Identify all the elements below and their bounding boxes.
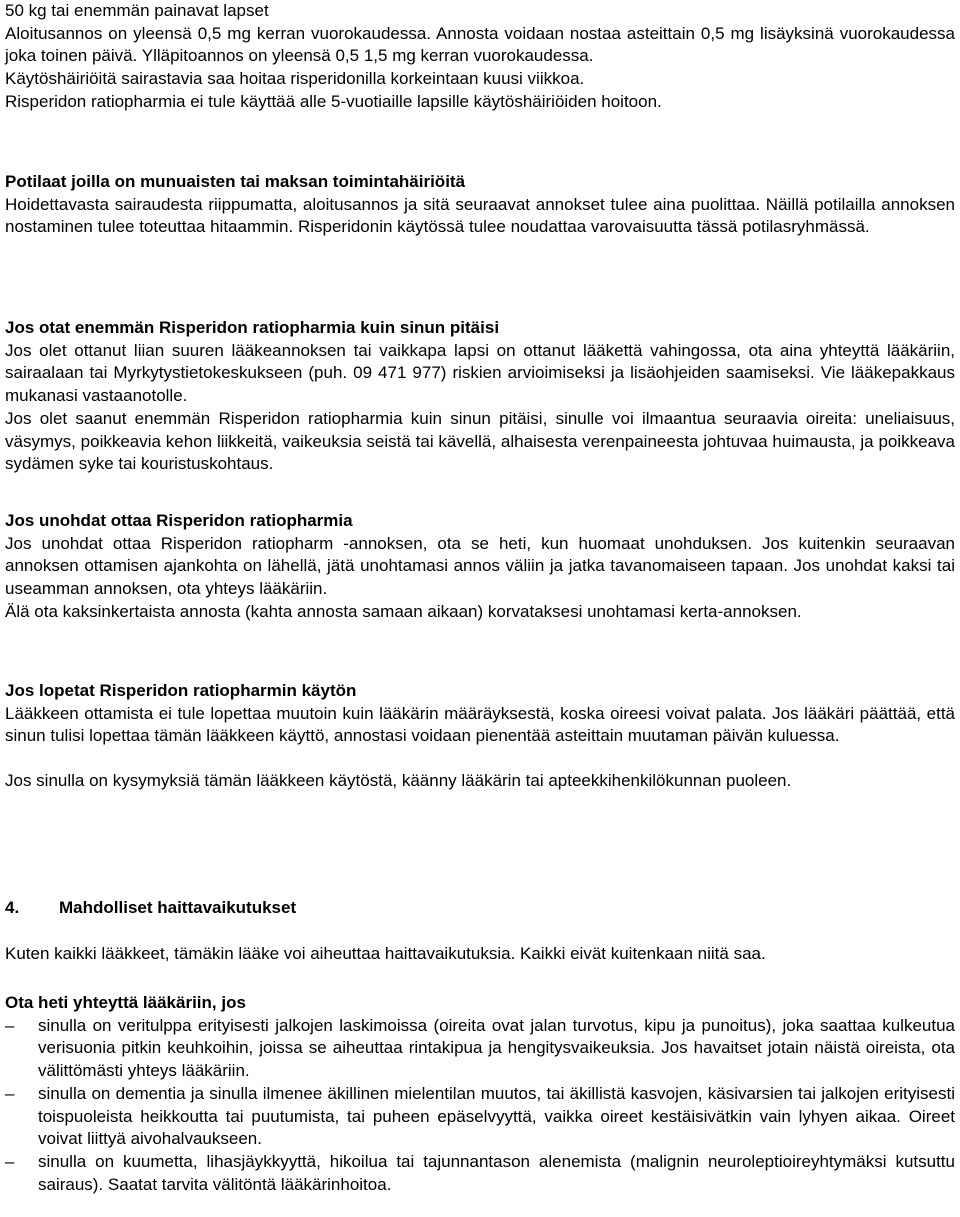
stopping-heading: Jos lopetat Risperidon ratiopharmin käytön (5, 681, 357, 700)
missed-dose-section (5, 510, 955, 624)
impairment-section (5, 171, 955, 239)
section-4-heading (5, 897, 955, 920)
children-age-paragraph: Risperidon ratiopharmia ei tule käyttää alle 5-vuotiaille lapsille käytöshäiriöiden hoitoon. (5, 91, 662, 111)
stopping-paragraph: Lääkkeen ottamista ei tule lopettaa muutoin kuin lääkärin määräyksestä, koska oireesi voivat palata. Jos lääkäri päättää, että sinun tulisi lopettaa tämän lääkkeen käyttö, annostasi voidaan pienentää asteittain muutaman päivän kuluessa. (5, 703, 955, 746)
side-effects-intro-paragraph: Kuten kaikki lääkkeet, tämäkin lääke voi aiheuttaa haittavaikutuksia. Kaikki eivät kuitenkaan niitä saa. (5, 944, 766, 963)
overdose-section (5, 317, 955, 476)
contact-doctor-section (5, 992, 955, 1196)
missed-dose-heading: Jos unohdat ottaa Risperidon ratiopharmia (5, 511, 353, 530)
children-section (5, 0, 955, 114)
list-item (5, 1151, 955, 1196)
side-effects-section (5, 897, 955, 920)
list-item (5, 1015, 955, 1083)
overdose-heading: Jos otat enemmän Risperidon ratiopharmia kuin sinun pitäisi (5, 318, 500, 337)
list-item (5, 1083, 955, 1151)
list-item-text: sinulla on kuumetta, lihasjäykkyyttä, hikoilua tai tajunnantason alenemista (malignin neuroleptioireyhtymäksi kutsuttu sairaus). Saatat tarvita välitöntä lääkärinhoitoa. (38, 1151, 955, 1194)
dash-bullet: – (5, 1083, 15, 1103)
overdose-paragraph-1: Jos olet ottanut liian suuren lääkeannoksen tai vaikkapa lapsi on ottanut lääkettä vahingossa, ota aina yhteyttä lääkäriin, sairaalaan tai Myrkytystietokeskukseen (puh. 09 471 977) riskien arvioimiseksi ja lisäohjeiden saamiseksi. Vie lääkepakkaus mukanasi vastaanotolle. (5, 340, 955, 406)
missed-dose-paragraph-2: Älä ota kaksinkertaista annosta (kahta annosta samaan aikaan) korvataksesi unohtamasi kerta-annoksen. (5, 601, 802, 621)
warning-list (5, 1015, 955, 1197)
section-number: 4. (5, 898, 20, 917)
side-effects-intro (5, 943, 955, 966)
overdose-paragraph-2: Jos olet saanut enemmän Risperidon ratiopharmia kuin sinun pitäisi, sinulle voi ilmaantua seuraavia oireita: uneliaisuus, väsymys, poikkeavia kehon liikkeitä, vaikeuksia seistä tai kävellä, alhaisesta verenpaineesta johtuvaa huimausta, ja poikkeava sydämen syke tai kouristuskohtaus. (5, 408, 955, 474)
dash-bullet: – (5, 1015, 15, 1035)
list-item-text: sinulla on veritulppa erityisesti jalkojen laskimoissa (oireita ovat jalan turvotus, kipu ja punoitus), joka saattaa kulkeutua verisuonia pitkin keuhkoihin, joissa se aiheuttaa rintakipua ja hengitysvaikeuksia. Jos havaitset jotain näistä oireista, ota välittömästi yhteys lääkäriin. (38, 1015, 955, 1081)
children-conduct-paragraph: Käytöshäiriöitä sairastavia saa hoitaa risperidonilla korkeintaan kuusi viikkoa. (5, 69, 585, 89)
impairment-paragraph: Hoidettavasta sairaudesta riippumatta, aloitusannos ja sitä seuraavat annokset tulee aina puolittaa. Näillä potilailla annoksen nostaminen tulee toteuttaa hitaammin. Risperidonin käytössä tulee noudattaa varovaisuutta tässä potilasryhmässä. (5, 194, 955, 237)
children-heading: 50 kg tai enemmän painavat lapset (5, 1, 269, 20)
impairment-heading: Potilaat joilla on munuaisten tai maksan toimintahäiriöitä (5, 172, 466, 191)
list-item-text: sinulla on dementia ja sinulla ilmenee äkillinen mielentilan muutos, tai äkillistä kasvojen, käsivarsien tai jalkojen erityisesti toispuoleista heikkoutta tai puutumista, tai puheen epäselvyyttä, vaikka oireet kestäisivätkin vain lyhyen aikaa. Oireet voivat liittyä aivohalvaukseen. (38, 1083, 955, 1149)
missed-dose-paragraph-1: Jos unohdat ottaa Risperidon ratiopharm -annoksen, ota se heti, kun huomaat unohduksen. Jos kuitenkin seuraavan annoksen ottamisen ajankohta on lähellä, jätä unohtamasi annos väliin ja jatka tavanomaiseen tapaan. Jos unohdat kaksi tai useamman annoksen, ota yhteys lääkäriin. (5, 533, 955, 599)
section-title: Mahdolliset haittavaikutukset (59, 898, 297, 917)
questions-paragraph: Jos sinulla on kysymyksiä tämän lääkkeen käytöstä, käänny lääkärin tai apteekkihenkilökunnan puoleen. (5, 771, 792, 791)
children-dosage-paragraph: Aloitusannos on yleensä 0,5 mg kerran vuorokaudessa. Annosta voidaan nostaa asteittain 0,5 mg lisäyksinä vuorokaudessa joka toinen päivä. Ylläpitoannos on yleensä 0,5 1,5 mg kerran vuorokaudessa. (5, 23, 955, 66)
dash-bullet: – (5, 1151, 15, 1171)
contact-doctor-heading: Ota heti yhteyttä lääkäriin, jos (5, 993, 246, 1012)
stopping-section (5, 680, 955, 793)
